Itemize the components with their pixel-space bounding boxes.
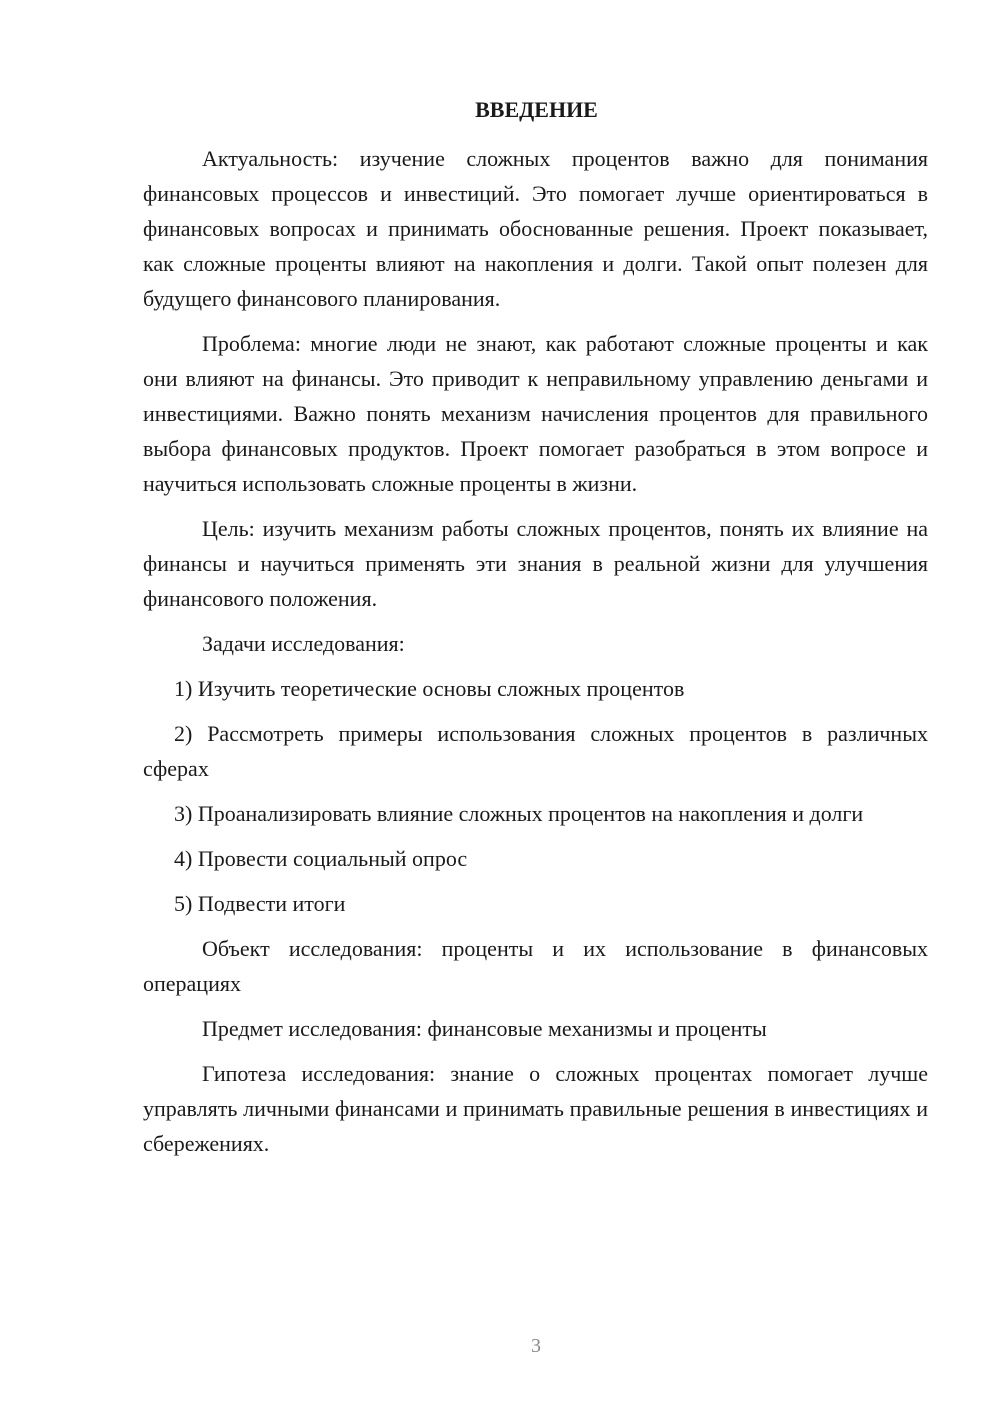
list-item-task-1: 1) Изучить теоретические основы сложных процентов [174,676,685,701]
section-heading: ВВЕДЕНИЕ [475,97,598,122]
paragraph-problem: Проблема: многие люди не знают, как работают сложные проценты и как они влияют на финансы. Это приводит к неправильному управлению деньгами и инвестициями. Важно понять механизм начисления процентов для правильного выбора финансовых продуктов. Проект помогает разобраться в этом вопросе и научиться использовать сложные проценты в жизни. [143,331,928,496]
list-item-task-4: 4) Провести социальный опрос [174,846,468,871]
list-item-task-2: 2) Рассмотреть примеры использования сложных процентов в различных сферах [143,721,928,781]
paragraph-goal: Цель: изучить механизм работы сложных процентов, понять их влияние на финансы и научиться применять эти знания в реальной жизни для улучшения финансового положения. [143,516,928,611]
list-item-task-5: 5) Подвести итоги [174,891,346,916]
paragraph-subject: Предмет исследования: финансовые механизмы и проценты [202,1016,767,1041]
page-number: 3 [531,1335,541,1357]
paragraph-hypothesis: Гипотеза исследования: знание о сложных процентах помогает лучше управлять личными финансами и принимать правильные решения в инвестициях и сбережениях. [143,1061,928,1156]
paragraph-object: Объект исследования: проценты и их использование в финансовых операциях [143,936,928,996]
page-content [143,92,928,1171]
list-item-task-3: 3) Проанализировать влияние сложных процентов на накопления и долги [174,801,864,826]
paragraph-relevance: Актуальность: изучение сложных процентов важно для понимания финансовых процессов и инвестиций. Это помогает лучше ориентироваться в финансовых вопросах и принимать обоснованные решения. Проект показывает, как сложные проценты влияют на накопления и долги. Такой опыт полезен для будущего финансового планирования. [143,146,928,311]
paragraph-tasks-intro: Задачи исследования: [202,631,405,656]
